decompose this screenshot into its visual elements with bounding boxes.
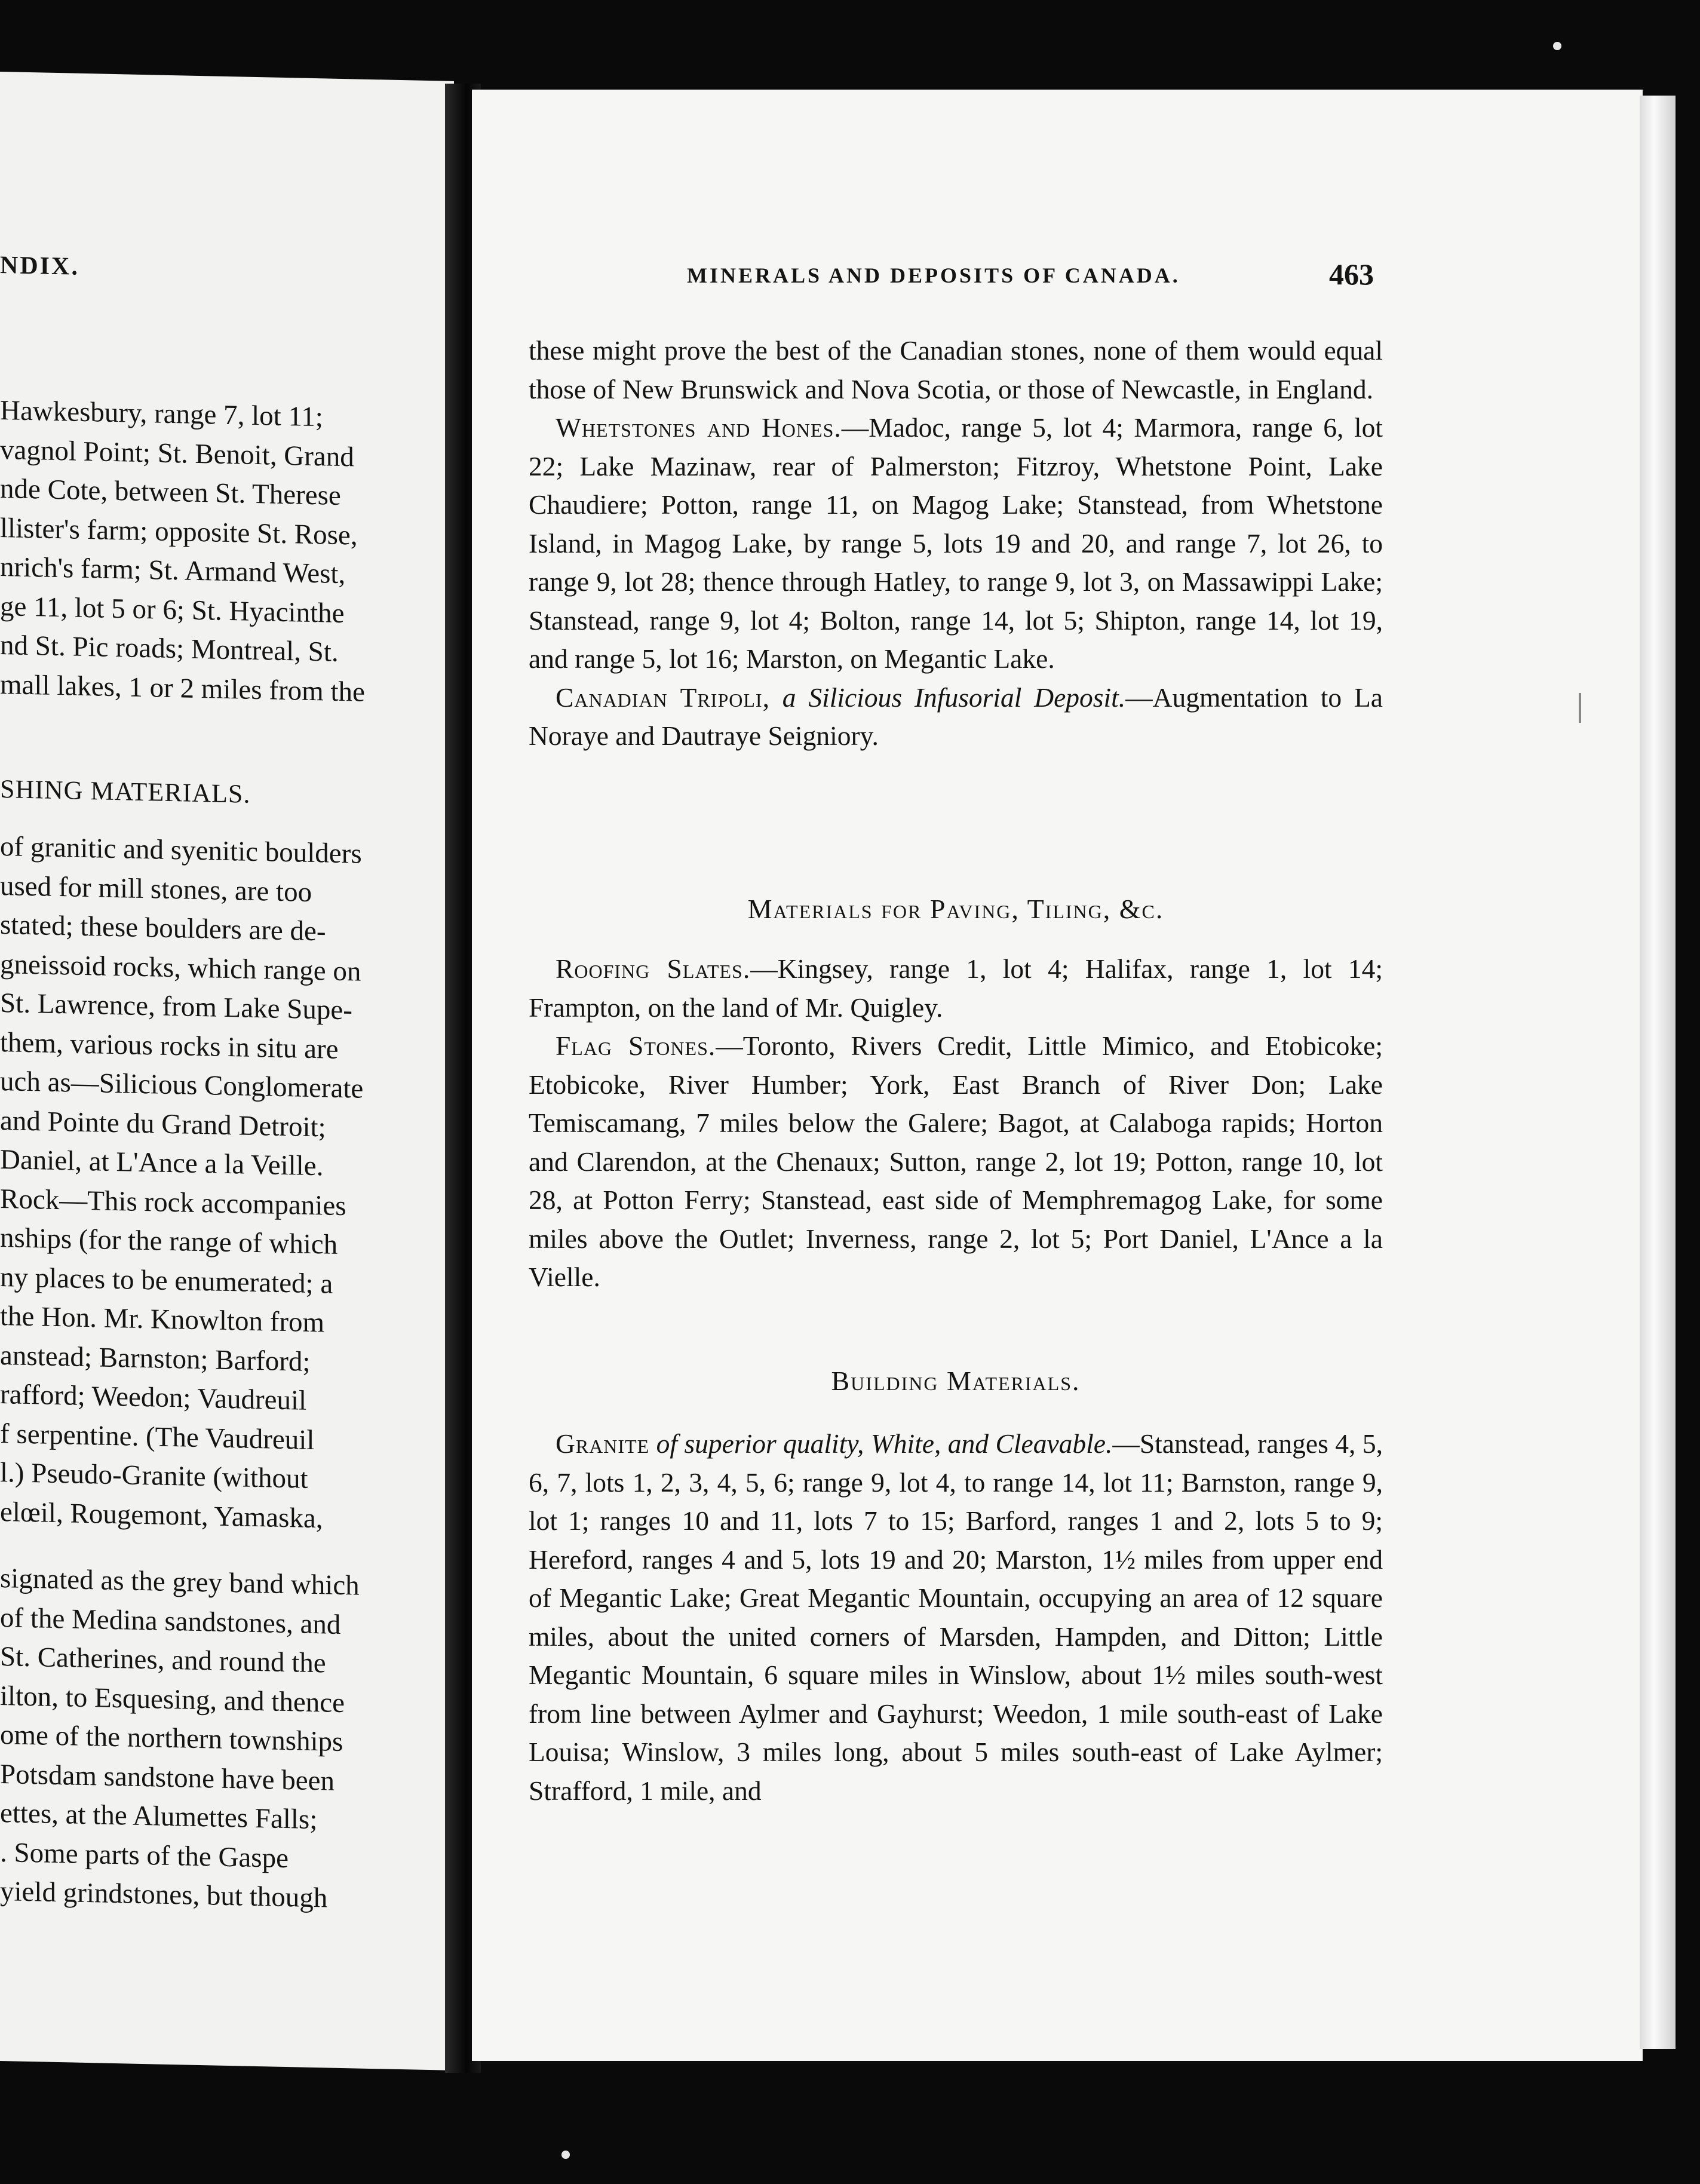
tripoli-entry xyxy=(529,679,1383,756)
text-line: Potsdam sandstone have been xyxy=(0,1758,335,1797)
entry-text: —Stanstead, ranges 4, 5, 6, 7, lots 1, 2, 3, 4, 5, 6; range 9, lot 4, to range 14, lot 11; Barnston, range 9, lot 1; ranges 10 and 11, lots 7 to 15; Barford, ranges 1 and 2, lots 5 to 9; Hereford, ranges 4 and 5, lots 19 and 20; Marston, 1½ miles from upper end of Megantic Lake; Great Megantic Mountain, occupying an area of 12 square miles, about the united corners of Marsden, Hampden, and Ditton; Little Megantic Mountain, 6 square miles in Winslow, about 1½ miles south-west from line between Aylmer and Gayhurst; Weedon, 1 mile south-east of Lake Louisa; Winslow, 3 miles long, about 5 miles south-east of Lake Aylmer; Strafford, 1 mile, and xyxy=(529,1428,1383,1806)
text-line: f serpentine. (The Vaudreuil xyxy=(0,1418,315,1456)
text-line: anstead; Barnston; Barford; xyxy=(0,1339,311,1378)
text-line: ettes, at the Alumettes Falls; xyxy=(0,1797,318,1836)
text-line: llister's farm; opposite St. Rose, xyxy=(0,512,358,551)
entry-text: —Toronto, Rivers Credit, Little Mimico, and Etobicoke; Etobicoke, River Humber; York, East Branch of River Don; Lake Temiscamang, 7 miles below the Galere; Bagot, at Calaboga rapids; Horton and Clarendon, at the Chenaux; Sutton, range 2, lot 19; Potton, range 10, lot 28, at Potton Ferry; Stanstead, east side of Memphremagog Lake, for some miles above the Outlet; Inverness, range 2, lot 5; Port Daniel, L'Ance a la Vielle. xyxy=(529,1030,1383,1292)
entry-text: —Kingsey, range 1, lot 4; Halifax, range 1, lot 14; Frampton, on the land of Mr. Quigley. xyxy=(529,953,1383,1023)
text-line: gneissoid rocks, which range on xyxy=(0,948,361,987)
text-line: ny places to be enumerated; a xyxy=(0,1261,333,1300)
text-line: used for mill stones, are too xyxy=(0,870,312,908)
left-page xyxy=(0,72,454,2070)
section-title-building: Building Materials. xyxy=(831,1366,1081,1396)
text-line: rafford; Weedon; Vaudreuil xyxy=(0,1379,307,1416)
text-line: Hawkesbury, range 7, lot 11; xyxy=(0,395,323,433)
text-line: the Hon. Mr. Knowlton from xyxy=(0,1300,325,1339)
text-line: nships (for the range of which xyxy=(0,1222,338,1260)
text-line: St. Lawrence, from Lake Supe- xyxy=(0,987,352,1026)
page-number: 463 xyxy=(1329,257,1374,291)
flag-stones-entry xyxy=(529,1027,1383,1297)
left-page-text-bottom xyxy=(0,1559,406,1920)
entry-italic: of superior quality, White, and Cleavable. xyxy=(649,1428,1113,1459)
text-line: ilton, to Esquesing, and thence xyxy=(0,1680,345,1719)
text-line: of granitic and syenitic boulders xyxy=(0,831,362,870)
text-line: l.) Pseudo-Granite (without xyxy=(0,1457,308,1495)
entry-text: —Augmentation to La Noraye and Dautraye Seigniory. xyxy=(529,682,1383,751)
text-line: uch as—Silicious Conglomerate xyxy=(0,1066,364,1105)
entry-label: Granite xyxy=(556,1428,650,1459)
paragraph-block-3 xyxy=(529,1425,1383,1810)
scan-speck xyxy=(561,2151,570,2159)
text-line: nd St. Pic roads; Montreal, St. xyxy=(0,630,339,668)
text-line: them, various rocks in situ are xyxy=(0,1026,339,1065)
text-line: Rock—This rock accompanies xyxy=(0,1183,346,1222)
entry-label: Whetstones and Hones. xyxy=(556,412,842,443)
entry-label: Flag Stones. xyxy=(556,1030,716,1061)
granite-entry xyxy=(529,1425,1383,1810)
text-line: of the Medina sandstones, and xyxy=(0,1602,341,1640)
text-line: Daniel, at L'Ance a la Veille. xyxy=(0,1144,324,1182)
text-line: St. Catherines, and round the xyxy=(0,1641,326,1679)
text-line: signated as the grey band which xyxy=(0,1563,360,1602)
text-line: elœil, Rougemont, Yamaska, xyxy=(0,1496,323,1534)
left-page-text-middle xyxy=(0,827,406,1540)
left-page-header: NDIX. xyxy=(0,251,79,281)
entry-text: —Madoc, range 5, lot 4; Marmora, range 6, lot 22; Lake Mazinaw, rear of Palmerston; Fitzroy, Whetstone Point, Lake Chaudiere; Potton, range 11, on Magog Lake; Stanstead, from Whetstone Island, in Magog Lake, by range 5, lots 19 and 20, and range 7, lot 26, to range 9, lot 28; thence through Hatley, to range 9, lot 3, on Massawippi Lake; Stanstead, range 9, lot 4; Bolton, range 14, lot 5; Shipton, range 14, lot 19, and range 5, lot 16; Marston, on Megantic Lake. xyxy=(529,412,1383,674)
whetstones-entry xyxy=(529,409,1383,679)
scan-speck xyxy=(1553,42,1561,50)
continued-paragraph: these might prove the best of the Canadian stones, none of them would equal those of New Brunswick and Nova Scotia, or those of Newcastle, in England. xyxy=(529,335,1383,404)
left-section-heading: SHING MATERIALS. xyxy=(0,774,251,809)
entry-italic: a Silicious Infusorial Deposit. xyxy=(769,682,1126,713)
running-head: MINERALS AND DEPOSITS OF CANADA. xyxy=(687,263,1180,287)
text-line: nrich's farm; St. Armand West, xyxy=(0,551,346,590)
entry-label: Roofing Slates. xyxy=(556,953,751,984)
paragraph-block-1 xyxy=(529,332,1383,756)
text-line: vagnol Point; St. Benoit, Grand xyxy=(0,434,354,473)
margin-mark xyxy=(1579,693,1581,723)
text-line: mall lakes, 1 or 2 miles from the xyxy=(0,668,365,708)
text-line: . Some parts of the Gaspe xyxy=(0,1836,289,1874)
text-line: and Pointe du Grand Detroit; xyxy=(0,1105,326,1143)
roofing-entry xyxy=(529,950,1383,1027)
section-title-paving: Materials for Paving, Tiling, &c. xyxy=(747,894,1164,924)
text-line: yield grindstones, but though xyxy=(0,1876,328,1914)
text-line: ome of the northern townships xyxy=(0,1719,343,1758)
text-line: stated; these boulders are de- xyxy=(0,909,326,947)
left-page-text-top xyxy=(0,391,406,713)
text-line: nde Cote, between St. Therese xyxy=(0,473,341,511)
paragraph-block-2 xyxy=(529,950,1383,1297)
entry-label: Canadian Tripoli, xyxy=(556,682,770,713)
text-line: ge 11, lot 5 or 6; St. Hyacinthe xyxy=(0,590,345,629)
page-edge xyxy=(1640,96,1676,2049)
